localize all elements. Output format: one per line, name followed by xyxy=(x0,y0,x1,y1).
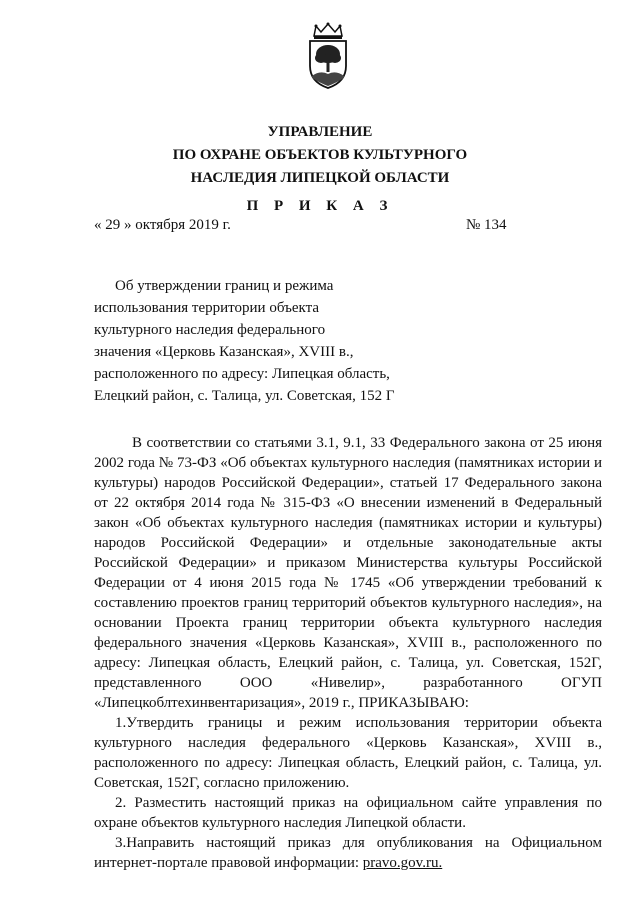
preamble-paragraph: В соответствии со статьями 3.1, 9.1, 33 Федерального закона от 25 июня 2002 года № 73-ФЗ «Об объектах культурного наследия (памятниках истории и культуры) народов Российской Федерации», статьей 17 Федерального закона от 22 октября 2014 года № 315-ФЗ «О внесении изменений в Федеральный закон «Об объектах культурного наследия (памятниках истории и культуры) народов Российской Федерации» и отдельные законодательные акты Российской Федерации» и приказом Министерства культуры Российской Федерации от 4 июня 2015 года № 1745 «Об утверждении требований к составлению проектов границ территорий объектов культурного наследия», на основании Проекта границ территории объекта культурного наследия федерального значения «Церковь Казанская», XVIII в., расположенного по адресу: Липецкая область, Елецкий район, с. Талица, ул. Советская, 152Г, представленного ООО «Нивелир», разработанного ОГУП «Липецкоблтехинвентаризация», 2019 г., ПРИКАЗЫВАЮ: xyxy=(94,435,602,711)
lipetsk-coat-of-arms-icon xyxy=(302,22,354,90)
order-number: № 134 xyxy=(466,217,507,233)
order-date: « 29 » октября 2019 г. xyxy=(94,217,231,233)
order-item-3-text: 3.Направить настоящий приказ для опубликования на Официальном интернет-портале правовой информации: xyxy=(94,835,602,871)
authority-line-3: НАСЛЕДИЯ ЛИПЕЦКОЙ ОБЛАСТИ xyxy=(190,170,450,186)
authority-line-2: ПО ОХРАНЕ ОБЪЕКТОВ КУЛЬТУРНОГО xyxy=(172,147,468,163)
authority-line-1: УПРАВЛЕНИЕ xyxy=(267,124,373,140)
order-subject xyxy=(94,275,434,407)
subject-line: расположенного по адресу: Липецкая область, xyxy=(94,366,390,382)
subject-line: культурного наследия федерального xyxy=(94,322,326,338)
subject-line: Елецкий район, с. Талица, ул. Советская, 152 Г xyxy=(94,388,395,404)
subject-line: значения «Церковь Казанская», XVIII в., xyxy=(94,344,354,360)
order-title: П Р И К А З xyxy=(246,198,394,214)
order-body xyxy=(94,433,602,873)
issuing-authority xyxy=(0,121,640,190)
subject-line: Об утверждении границ и режима xyxy=(115,278,334,294)
pravo-gov-link[interactable]: pravo.gov.ru. xyxy=(362,855,443,871)
order-item-2: 2. Разместить настоящий приказ на официальном сайте управления по охране объектов культурного наследия Липецкой области. xyxy=(94,795,602,831)
order-item-3 xyxy=(94,833,602,873)
order-item-1: 1.Утвердить границы и режим использования территории объекта культурного наследия федерального «Церковь Казанская», XVIII в., расположенного по адресу: Липецкая область, Елецкий район, с. Талица, ул. Советская, 152Г, согласно приложению. xyxy=(94,715,602,791)
subject-line: использования территории объекта xyxy=(94,300,319,316)
